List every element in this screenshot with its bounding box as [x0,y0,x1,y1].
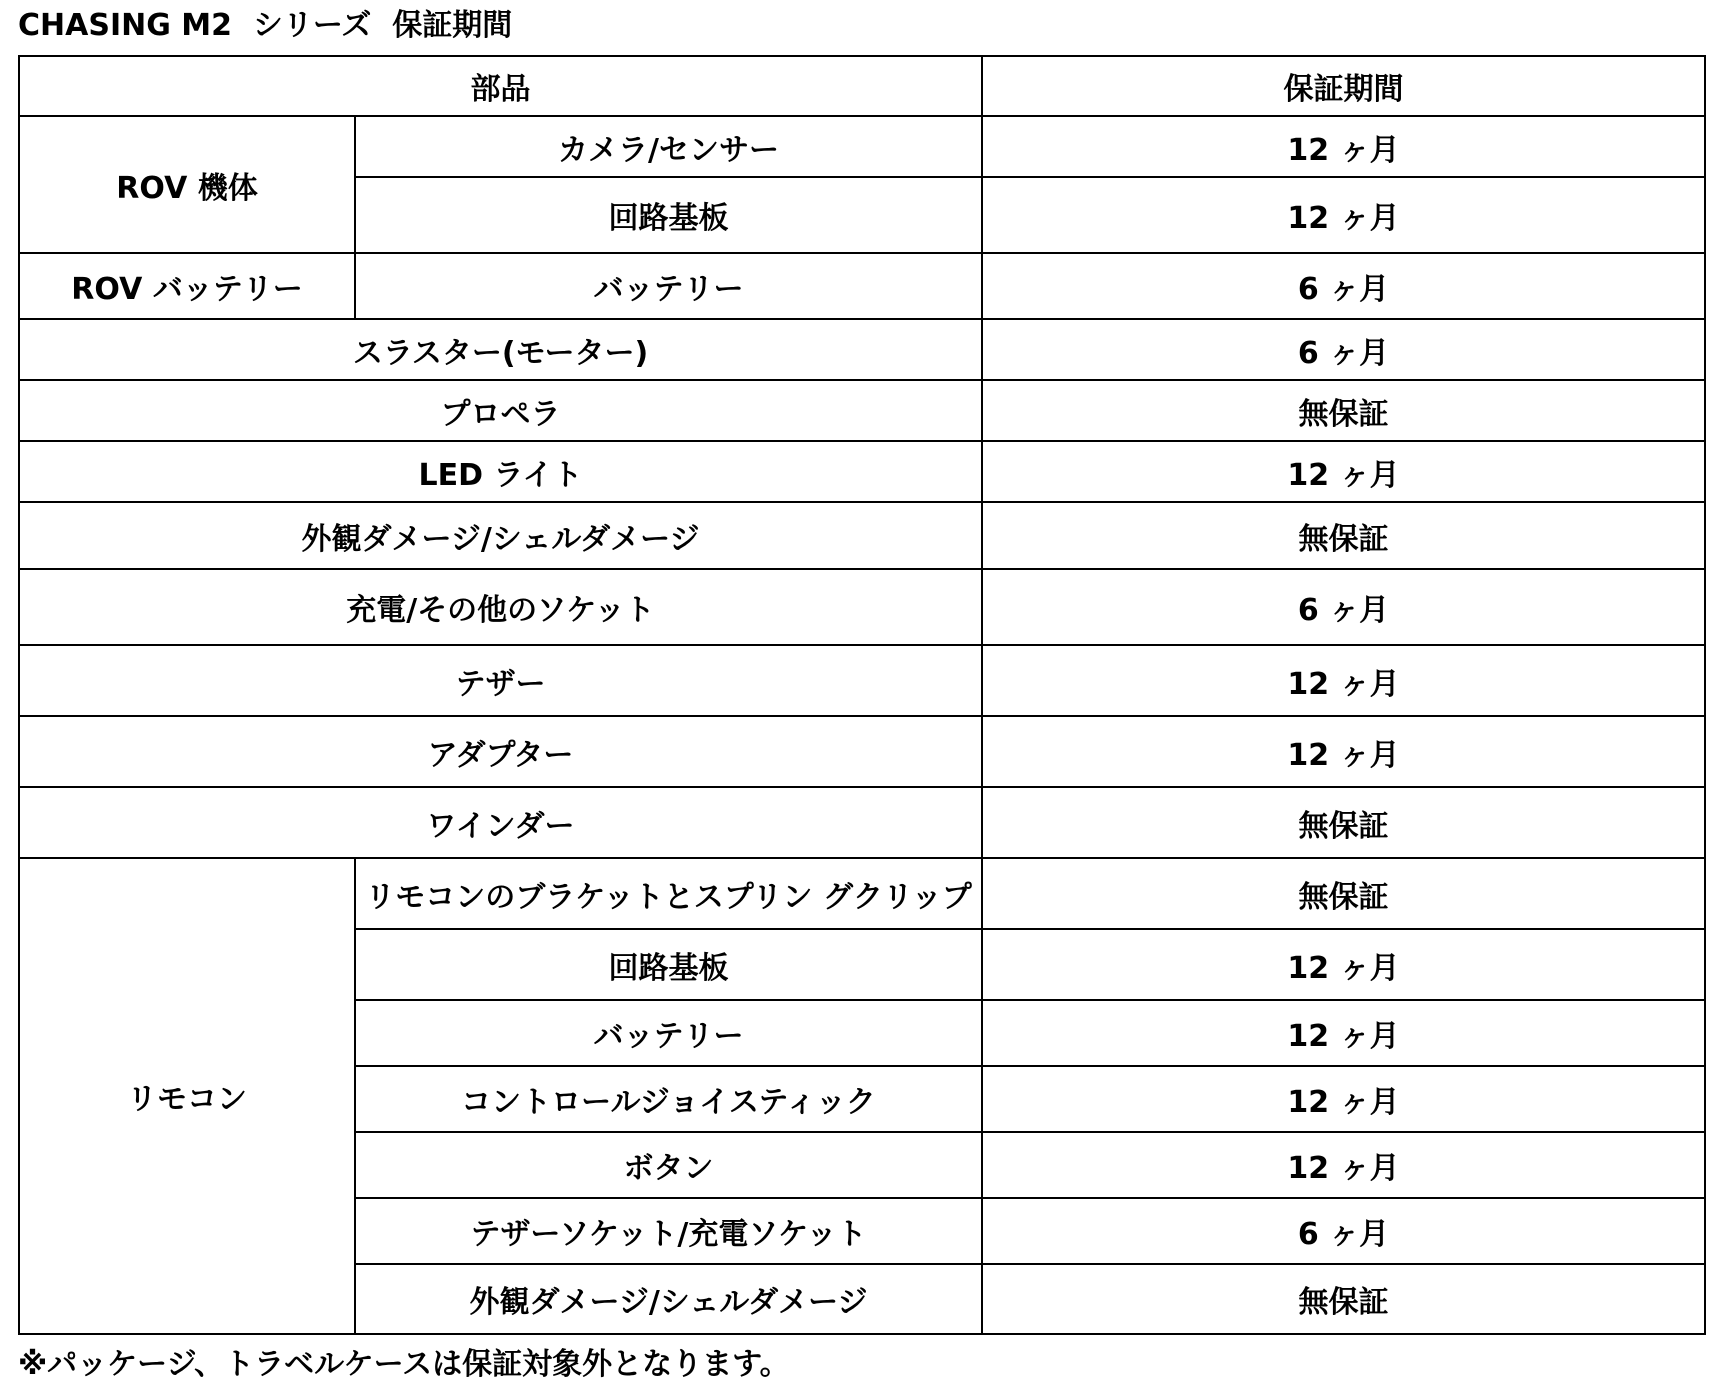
part-cell: テザー [19,645,982,716]
part-cell: LED ライト [19,441,982,502]
period-cell: 12 ヶ月 [982,177,1705,253]
part-cell: カメラ/センサー [355,116,982,177]
period-cell: 6 ヶ月 [982,319,1705,380]
period-cell: 無保証 [982,380,1705,441]
group-rov-body: ROV 機体 [19,116,355,253]
period-cell: 6 ヶ月 [982,253,1705,319]
part-cell: プロペラ [19,380,982,441]
part-cell: テザーソケット/充電ソケット [355,1198,982,1264]
part-cell: バッテリー [355,253,982,319]
table-row [19,716,1705,787]
document-title: CHASING M2 シリーズ 保証期間 [18,8,513,43]
header-part: 部品 [19,56,982,116]
part-cell: バッテリー [355,1000,982,1066]
table-row [19,253,1705,319]
table-row [19,787,1705,858]
group-rov-battery: ROV バッテリー [19,253,355,319]
header-period: 保証期間 [982,56,1705,116]
table-row [19,569,1705,645]
part-cell: 回路基板 [355,929,982,1000]
period-cell: 無保証 [982,858,1705,929]
period-cell: 6 ヶ月 [982,1198,1705,1264]
table-row [19,645,1705,716]
table-row [19,116,1705,177]
table-header-row [19,56,1705,116]
table-row [19,441,1705,502]
period-cell: 無保証 [982,1264,1705,1334]
period-cell: 無保証 [982,502,1705,569]
period-cell: 12 ヶ月 [982,1066,1705,1132]
period-cell: 12 ヶ月 [982,116,1705,177]
table-row [19,502,1705,569]
part-cell: コントロールジョイスティック [355,1066,982,1132]
part-cell: 充電/その他のソケット [19,569,982,645]
period-cell: 12 ヶ月 [982,645,1705,716]
part-cell: リモコンのブラケットとスプリン グクリップ [355,858,982,929]
table-row [19,858,1705,929]
footnote: ※パッケージ、トラベルケースは保証対象外となります。 [18,1347,790,1382]
table-row [19,319,1705,380]
warranty-table [18,55,1706,1335]
group-remote: リモコン [19,858,355,1334]
period-cell: 無保証 [982,787,1705,858]
period-cell: 12 ヶ月 [982,1132,1705,1198]
part-cell: 外観ダメージ/シェルダメージ [355,1264,982,1334]
part-cell: 回路基板 [355,177,982,253]
part-cell: ワインダー [19,787,982,858]
table-row [19,380,1705,441]
part-cell: スラスター(モーター) [19,319,982,380]
period-cell: 6 ヶ月 [982,569,1705,645]
part-cell: ボタン [355,1132,982,1198]
part-cell: アダプター [19,716,982,787]
period-cell: 12 ヶ月 [982,1000,1705,1066]
period-cell: 12 ヶ月 [982,441,1705,502]
part-cell: 外観ダメージ/シェルダメージ [19,502,982,569]
period-cell: 12 ヶ月 [982,716,1705,787]
period-cell: 12 ヶ月 [982,929,1705,1000]
